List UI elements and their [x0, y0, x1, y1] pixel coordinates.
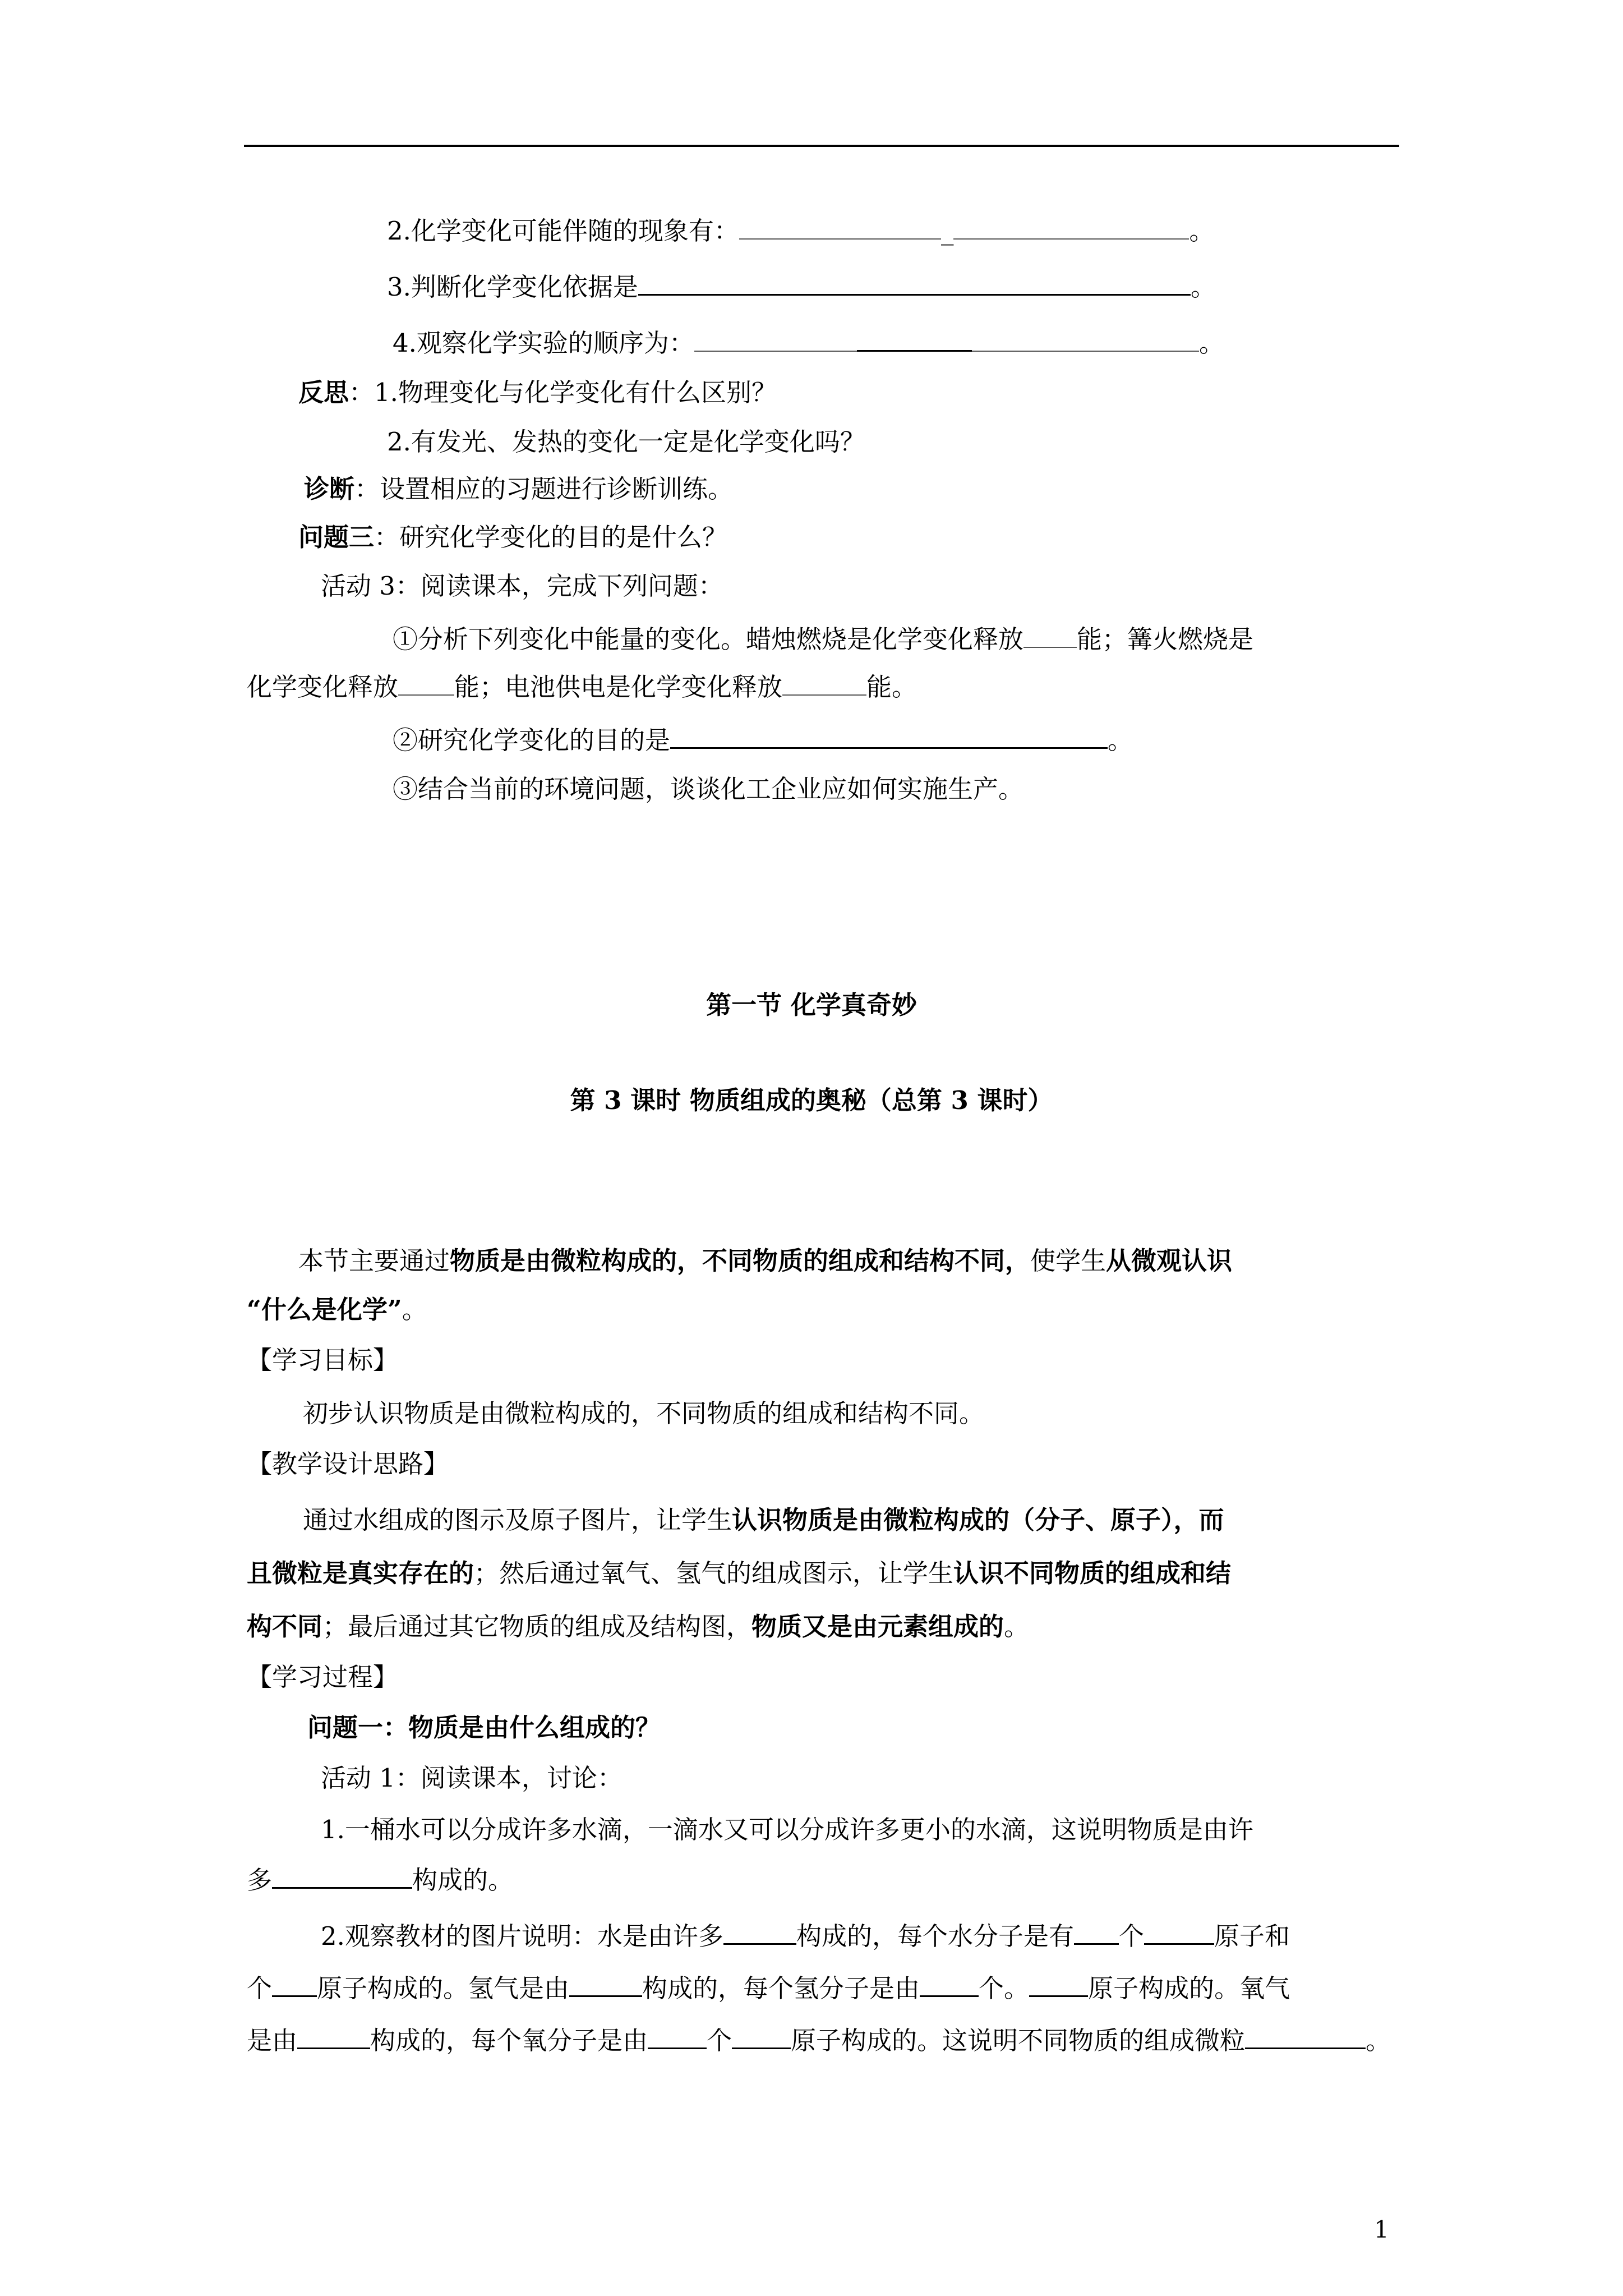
item2f: 原子构成的。氢气是由: [317, 1973, 570, 2003]
intro-line-1: [298, 1244, 1232, 1278]
reflect-text-1: ：1.物理变化与化学变化有什么区别？: [349, 378, 777, 407]
item2a: 2.观察教材的图片说明：水是由许多: [321, 1921, 723, 1951]
design-l3b: ；最后通过其它物质的组成及结构图，: [322, 1612, 752, 1641]
intro-p1f: 。: [402, 1295, 427, 1324]
activity-3: [321, 569, 723, 603]
intro-p1e: “什么是化学”: [247, 1295, 402, 1324]
activity-1: 活动 1：阅读课本，讨论：: [321, 1763, 623, 1793]
goals-text: 初步认识物质是由微粒构成的，不同物质的组成和结构不同。: [303, 1398, 985, 1428]
intro-p1b: 物质是由微粒构成的，不同物质的组成和结构不同，: [450, 1246, 1031, 1276]
activity-3-item-3: [393, 772, 1023, 806]
act3-blank-3: [782, 672, 866, 696]
intro-p1a: 本节主要通过: [298, 1246, 450, 1276]
act3-1c: 化学变化释放: [247, 672, 399, 702]
item-1-line-2: [247, 1864, 513, 1897]
item2j: 是由: [247, 2026, 298, 2055]
q3-period: 。: [1190, 272, 1216, 302]
question-4: [393, 326, 1224, 360]
act3-1a: ①分析下列变化中能量的变化。蜡烛燃烧是化学变化释放: [393, 624, 1024, 654]
activity-3-item-2: [393, 724, 1133, 757]
item2h: 个。: [979, 1973, 1030, 2003]
page-number: 1: [1374, 2216, 1389, 2243]
item2-blank-6: [920, 1973, 979, 1997]
item2-blank-7: [1029, 1973, 1088, 1997]
activity-3-item-1a: [393, 623, 1253, 656]
intro-p1d: 从微观认识: [1106, 1246, 1233, 1276]
item-2-line-1: [321, 1920, 1290, 1953]
design-l3a: 构不同: [247, 1612, 323, 1641]
q4-label: 4.观察化学实验的顺序为：: [393, 328, 694, 358]
item-1-line-1: 1.一桶水可以分成许多水滴，一滴水又可以分成许多更小的水滴，这说明物质是由许: [321, 1815, 1253, 1844]
item2i: 原子构成的。氧气: [1088, 1973, 1290, 2003]
act3-blank-2: [398, 672, 454, 696]
problem-3-label: 问题三: [298, 522, 375, 552]
act3-1b: 能；篝火燃烧是: [1077, 624, 1254, 654]
item2-blank-4: [272, 1973, 317, 1997]
item1c: 构成的。: [412, 1865, 514, 1895]
q3-label: 3.判断化学变化依据是: [387, 272, 638, 302]
diagnose-label: 诊断: [304, 474, 355, 504]
act3-1e: 能。: [866, 672, 917, 702]
problem-1: 问题一：物质是由什么组成的？: [307, 1713, 661, 1742]
item-2-line-3: [247, 2024, 1391, 2058]
item2-blank-9: [648, 2025, 707, 2049]
diagnose-text: ：设置相应的习题进行诊断训练。: [354, 474, 734, 504]
design-l3c: 物质又是由元素组成的: [751, 1612, 1004, 1641]
reflect-label: 反思: [298, 378, 349, 407]
activity-3-text: 活动 3：阅读课本，完成下列问题：: [321, 571, 723, 601]
item2k: 构成的，每个氧分子是由: [370, 2026, 648, 2055]
design-l2b: ；然后通过氧气、氢气的组成图示，让学生: [474, 1558, 954, 1588]
q4-period: 。: [1198, 328, 1224, 358]
problem-3: [298, 521, 727, 554]
question-3: [387, 270, 1216, 304]
design-l1b: 认识物质是由微粒构成的（分子、原子），而: [732, 1505, 1224, 1535]
item2l: 个: [707, 2026, 732, 2055]
design-l2c: 认识不同物质的组成和结: [953, 1558, 1232, 1588]
q2-mark: _: [940, 216, 954, 246]
activity-3-item-1b: [247, 670, 917, 704]
item2n: 。: [1366, 2026, 1391, 2055]
item2m: 原子构成的。这说明不同物质的组成微粒: [791, 2026, 1246, 2055]
problem-3-text: ：研究化学变化的目的是什么？: [374, 522, 728, 552]
design-line-3: [247, 1610, 1029, 1644]
question-2: [387, 214, 1214, 248]
reflect-text-2: 2.有发光、发热的变化一定是化学变化吗？: [387, 427, 865, 457]
act3-1d: 能；电池供电是化学变化释放: [454, 672, 783, 702]
q3-blank: [638, 272, 1191, 296]
section-title: 第一节 化学真奇妙: [706, 990, 917, 1020]
q2-label: 2.化学变化可能伴随的现象有：: [387, 216, 739, 246]
item2-blank-8: [297, 2025, 370, 2049]
diagnose: [304, 472, 733, 506]
process-heading: 【学习过程】: [247, 1662, 399, 1692]
intro-p1c: 使学生: [1030, 1246, 1106, 1276]
act3-blank-1: [1023, 624, 1077, 648]
item2-blank-5: [569, 1973, 642, 1997]
act3-3: ③结合当前的环境问题，谈谈化工企业应如何实施生产。: [393, 774, 1024, 804]
act3-2: ②研究化学变化的目的是: [393, 725, 671, 755]
item2e: 个: [247, 1973, 273, 2003]
reflect-1: [298, 376, 777, 409]
design-l3d: 。: [1004, 1612, 1030, 1641]
item2-blank-3: [1144, 1921, 1214, 1945]
q4-blank-c: [972, 328, 1199, 352]
act3-2-period: 。: [1108, 725, 1133, 755]
item2g: 构成的，每个氢分子是由: [642, 1973, 920, 2003]
reflect-2: [387, 425, 865, 459]
design-line-1: [303, 1503, 1224, 1537]
item2d: 原子和: [1214, 1921, 1290, 1951]
intro-line-2: [247, 1293, 427, 1327]
item1b: 多: [247, 1865, 273, 1895]
q2-period: 。: [1189, 216, 1215, 246]
q4-blank-a: [694, 328, 857, 352]
item-2-line-2: [247, 1972, 1290, 2005]
item2-blank-2: [1074, 1921, 1119, 1945]
item2c: 个: [1118, 1921, 1144, 1951]
item1-blank: [272, 1865, 412, 1889]
design-l1a: 通过水组成的图示及原子图片，让学生: [303, 1505, 732, 1535]
header-rule: [244, 145, 1399, 147]
goals-heading: 【学习目标】: [247, 1345, 399, 1375]
act3-blank-4: [670, 725, 1108, 749]
item2-blank-1: [723, 1921, 796, 1945]
item2-blank-11: [1245, 2025, 1366, 2049]
item2b: 构成的，每个水分子是有: [796, 1921, 1074, 1951]
item2-blank-10: [732, 2025, 791, 2049]
q2-blank-a: [739, 216, 941, 240]
q2-blank-b: [953, 216, 1189, 240]
design-line-2: [247, 1557, 1231, 1590]
design-l2a: 且微粒是真实存在的: [247, 1558, 474, 1588]
design-heading: 【教学设计思路】: [247, 1449, 449, 1479]
section-subtitle: 第 3 课时 物质组成的奥秘（总第 3 课时）: [570, 1085, 1053, 1115]
q4-blank-b: [857, 328, 972, 352]
